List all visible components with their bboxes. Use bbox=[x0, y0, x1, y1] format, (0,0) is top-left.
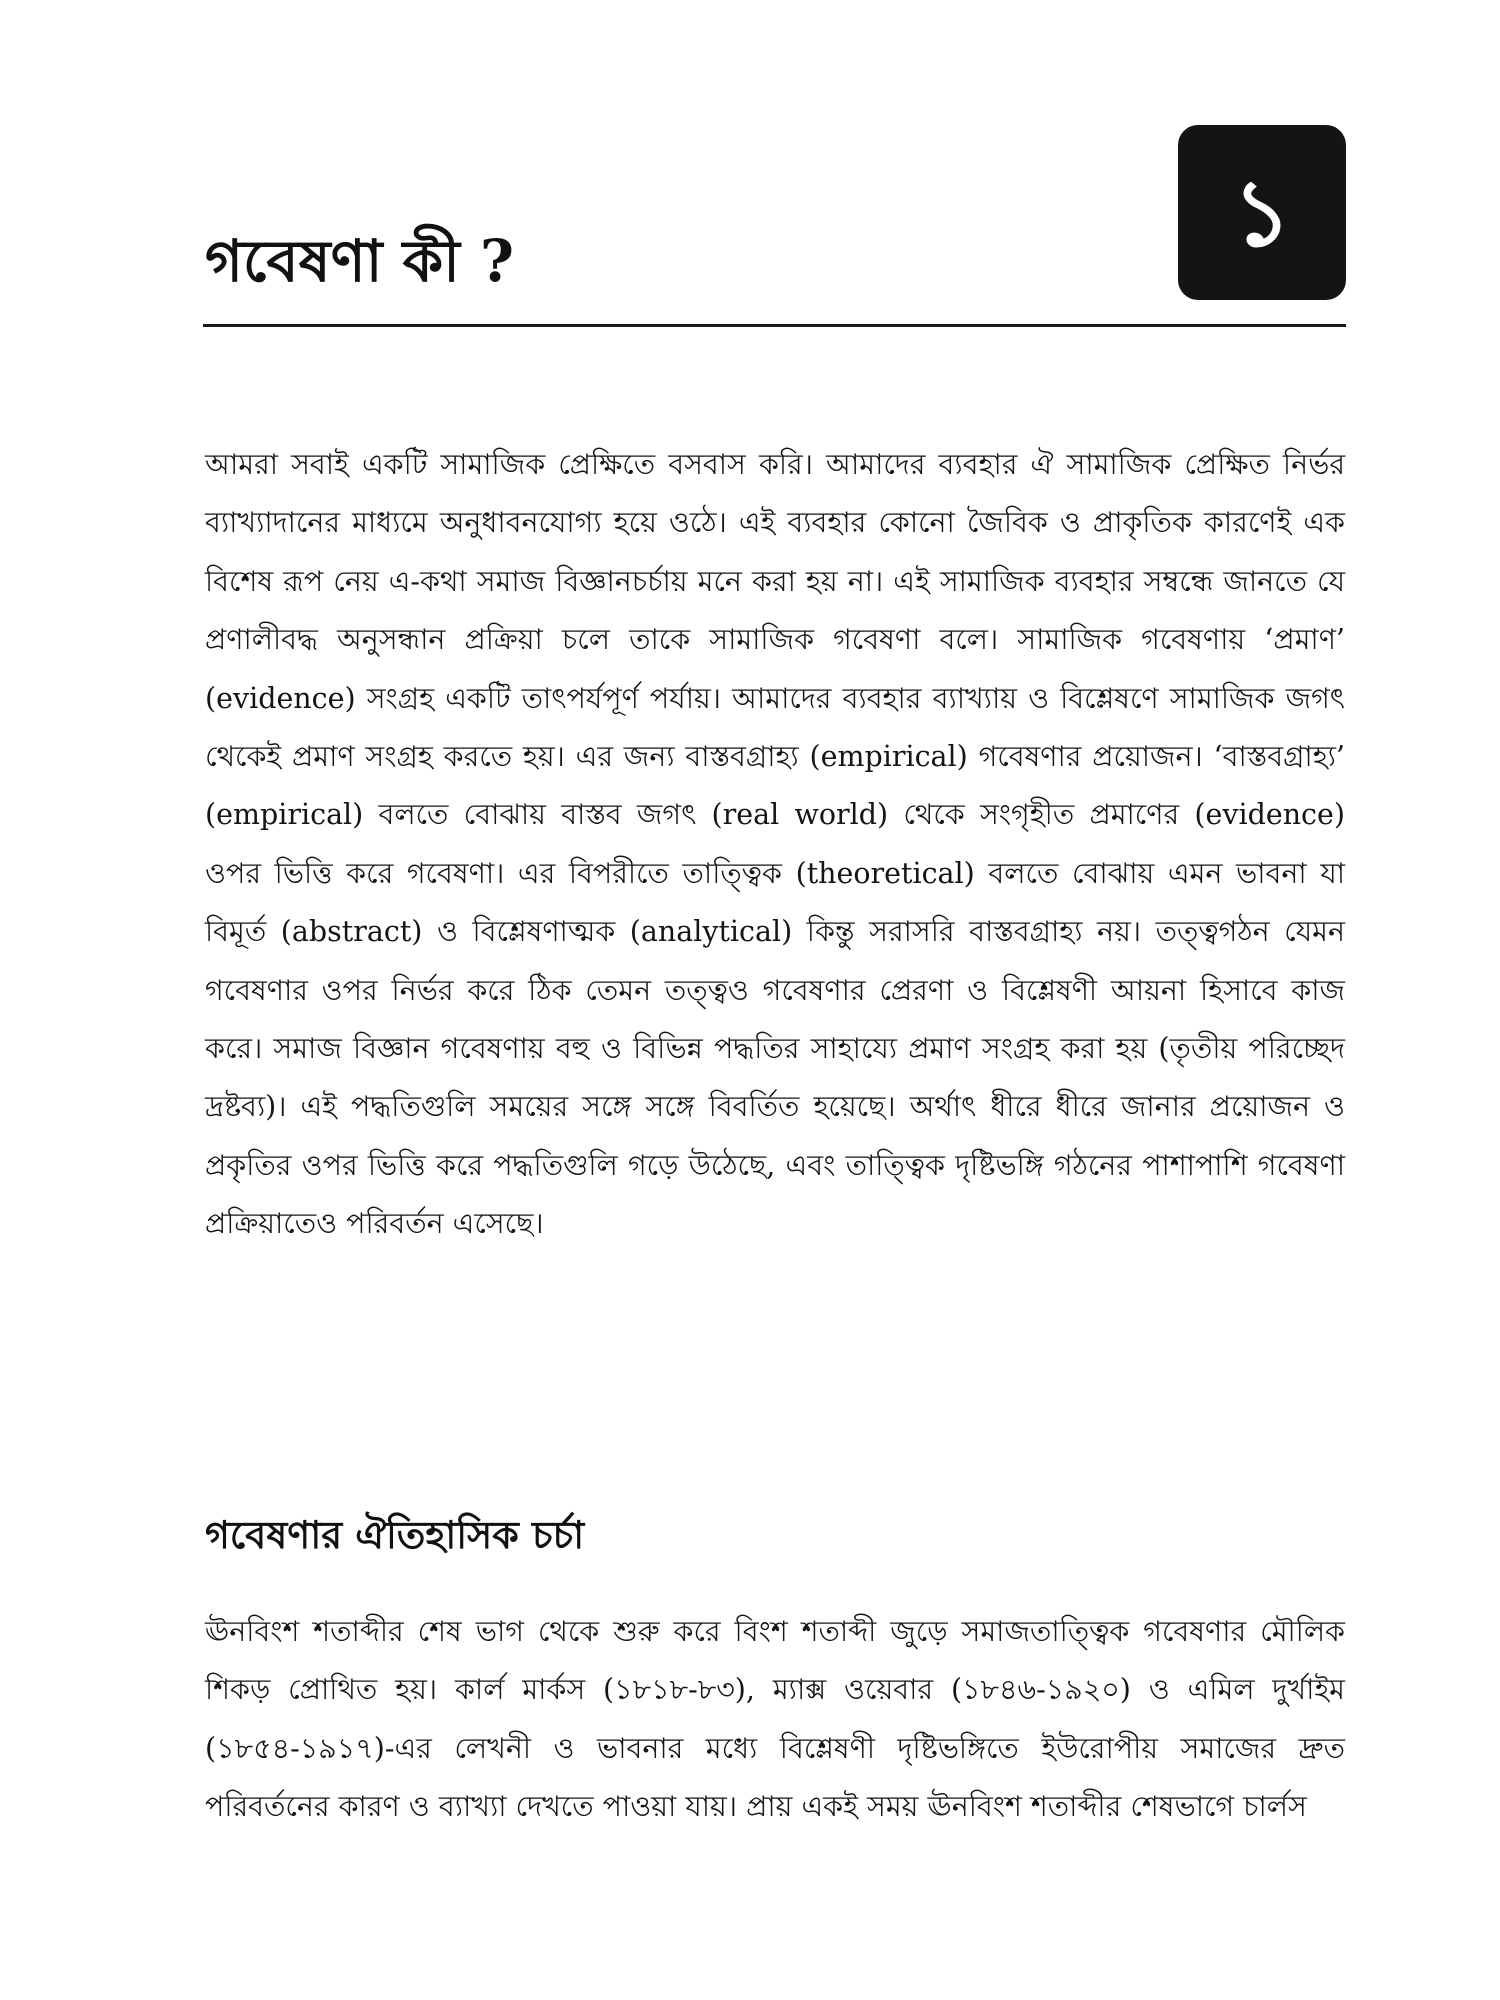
paragraph-history: ঊনবিংশ শতাব্দীর শেষ ভাগ থেকে শুরু করে বিংশ শতাব্দী জুড়ে সমাজতাত্ত্বিক গবেষণার মৌলিক শিকড় প্রোথিত হয়। কার্ল মার্কস (১৮১৮-৮৩), ম্যাক্স ওয়েবার (১৮৪৬-১৯২০) ও এমিল দুর্খাইম (১৮৫৪-১৯১৭)-এর লেখনী ও ভাবনার মধ্যে বিশ্লেষণী দৃষ্টিভঙ্গিতে ইউরোপীয় সমাজের দ্রুত পরিবর্তনের কারণ ও ব্যাখ্যা দেখতে পাওয়া যায়। প্রায় একই সময় ঊনবিংশ শতাব্দীর শেষভাগে চার্লস bbox=[205, 1615, 1345, 1824]
paragraph-intro: আমরা সবাই একটি সামাজিক প্রেক্ষিতে বসবাস করি। আমাদের ব্যবহার ঐ সামাজিক প্রেক্ষিত নির্ভর ব্যাখ্যাদানের মাধ্যমে অনুধাবনযোগ্য হয়ে ওঠে। এই ব্যবহার কোনো জৈবিক ও প্রাকৃতিক কারণেই এক বিশেষ রূপ নেয় এ-কথা সমাজ বিজ্ঞানচর্চায় মনে করা হয় না। এই সামাজিক ব্যবহার সম্বন্ধে জানতে যে প্রণালীবদ্ধ অনুসন্ধান প্রক্রিয়া চলে তাকে সামাজিক গবেষণা বলে। সামাজিক গবেষণায় ‘প্রমাণ’ (evidence) সংগ্রহ একটি তাৎপর্যপূর্ণ পর্যায়। আমাদের ব্যবহার ব্যাখ্যায় ও বিশ্লেষণে সামাজিক জগৎ থেকেই প্রমাণ সংগ্রহ করতে হয়। এর জন্য বাস্তবগ্রাহ্য (empirical) গবেষণার প্রয়োজন। ‘বাস্তবগ্রাহ্য’ (empirical) বলতে বোঝায় বাস্তব জগৎ (real world) থেকে সংগৃহীত প্রমাণের (evidence) ওপর ভিত্তি করে গবেষণা। এর বিপরীতে তাত্ত্বিক (theoretical) বলতে বোঝায় এমন ভাবনা যা বিমূর্ত (abstract) ও বিশ্লেষণাত্মক (analytical) কিন্তু সরাসরি বাস্তবগ্রাহ্য নয়। তত্ত্বগঠন যেমন গবেষণার ওপর নির্ভর করে ঠিক তেমন তত্ত্বও গবেষণার প্রেরণা ও বিশ্লেষণী আয়না হিসাবে কাজ করে। সমাজ বিজ্ঞান গবেষণায় বহু ও বিভিন্ন পদ্ধতির সাহায্যে প্রমাণ সংগ্রহ করা হয় (তৃতীয় পরিচ্ছেদ দ্রষ্টব্য)। এই পদ্ধতিগুলি সময়ের সঙ্গে সঙ্গে বিবর্তিত হয়েছে। অর্থাৎ ধীরে ধীরে জানার প্রয়োজন ও প্রকৃতির ওপর ভিত্তি করে পদ্ধতিগুলি গড়ে উঠেছে, এবং তাত্ত্বিক দৃষ্টিভঙ্গি গঠনের পাশাপাশি গবেষণা প্রক্রিয়াতেও পরিবর্তন এসেছে। bbox=[205, 448, 1345, 1241]
chapter-title: গবেষণা কী ? bbox=[205, 227, 515, 295]
section-heading: গবেষণার ঐতিহাসিক চর্চা bbox=[205, 1512, 585, 1557]
chapter-number-badge bbox=[1178, 125, 1346, 300]
chapter-number: ১ bbox=[1232, 158, 1292, 267]
title-divider bbox=[203, 324, 1346, 327]
